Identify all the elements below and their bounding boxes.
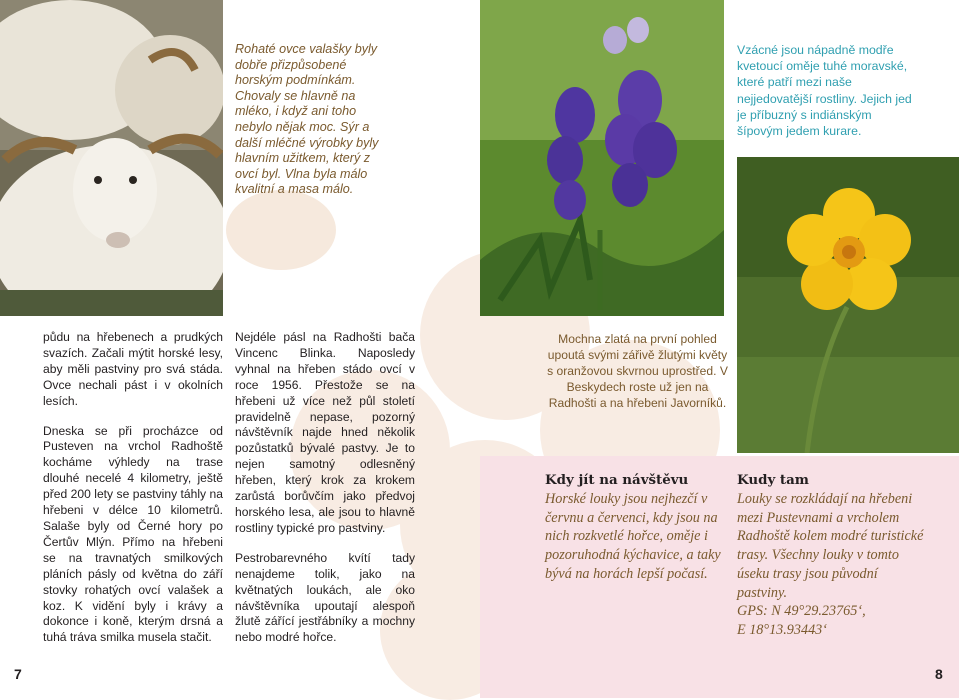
potentilla-caption: Mochna zlatá na první pohled upoutá svými zářivě žlutými květy s oranžovou skvrnou uprostřed. V Beskydech roste už jen na Radhošti a na hřebeni Javorníků.: [547, 332, 728, 410]
paragraph: Dneska se při procházce od Pusteven na vrchol Radhoště kocháme výhledy na trase dlouhé necelé 4 kilometry, ještě před 200 lety se pastviny táhly na hřebeni v délce 10 kilometrů. Salaše byly od Černé hory po Čertův Mlýn. Přímo na hřebeni se na travnatých smilkových pláních pásly od května do září stovky rohatých ovcí valašek a koz. K vidění byly i krávy a dokonce i koně, kterým drsná a tuhá tráva smilka musela stačit.: [43, 423, 223, 645]
where-text: Louky se rozkládají na hřebeni mezi Pustevnami a vrcholem Radhoště kolem modré turistické trasy. Všechny louky v tomto úseku trasy jsou původní pastviny.: [737, 491, 924, 601]
when-box: [545, 472, 725, 584]
page-number-right: 8: [935, 666, 943, 682]
paragraph: Nejdéle pásl na Radhošti bača Vincenc Blinka. Naposledy vyhnal na hřeben stádo ovcí v roce 1956. Přestože se na hřebeni už více než půl století pravidelně nepase, pozorný návštěvník najde hned několik pozůstatků bývalé pastvy. Je to nejen samotný odlesněný hřeben, který krok za krokem zarůstá borůvčím jako předvoj horského lesa, ale jsou to hlavně rostliny typické pro pastviny.: [235, 330, 415, 535]
paragraph: Pestrobarevného kvítí tady nenajdeme tolik, jako na květnatých loukách, ale oko návštěvníka upoutají alespoň žlutě zářící jestřábníky a mochny nebo modré hořce.: [235, 550, 415, 645]
aconite-photo: [480, 0, 724, 316]
sheep-caption: Rohaté ovce valašky byly dobře přizpůsobené horským podmínkám. Chovaly se hlavně na mléko, i když ani toho nebylo nějak moc. Sýr a další mléčné výrobky byly hlavním užitkem, který z ovcí byl. Vlna byla málo kvalitní a masa málo.: [235, 42, 379, 197]
where-title: Kudy tam: [737, 472, 809, 488]
sheep-photo: [0, 0, 223, 316]
potentilla-photo: [737, 157, 959, 453]
when-title: Kdy jít na návštěvu: [545, 472, 689, 488]
when-text: Horské louky jsou nejhezčí v červnu a červenci, kdy jsou na nich rozkvetlé hořce, oměje i pozoruhodná kýchavice, a taky bývá na horách lepší počasí.: [545, 491, 721, 582]
page-number-left: 7: [14, 666, 22, 682]
aconite-caption: Vzácné jsou nápadně modře kvetoucí oměje tuhé moravské, které patří mezi naše nejjedovatější rostliny. Jejich jed je příbuzný s indiánským šípovým jedem kurare.: [737, 43, 912, 139]
paragraph: půdu na hřebenech a prudkých svazích. Začali mýtit horské lesy, aby měli pastviny pro svá stáda. Ovce nechali pást i v okolních lesích.: [43, 330, 223, 408]
left-column-2: [235, 330, 415, 660]
gps-coordinates: GPS: N 49°29.23765‘, E 18°13.93443‘: [737, 603, 866, 638]
where-box: [737, 472, 927, 640]
left-column-1: [43, 330, 223, 660]
